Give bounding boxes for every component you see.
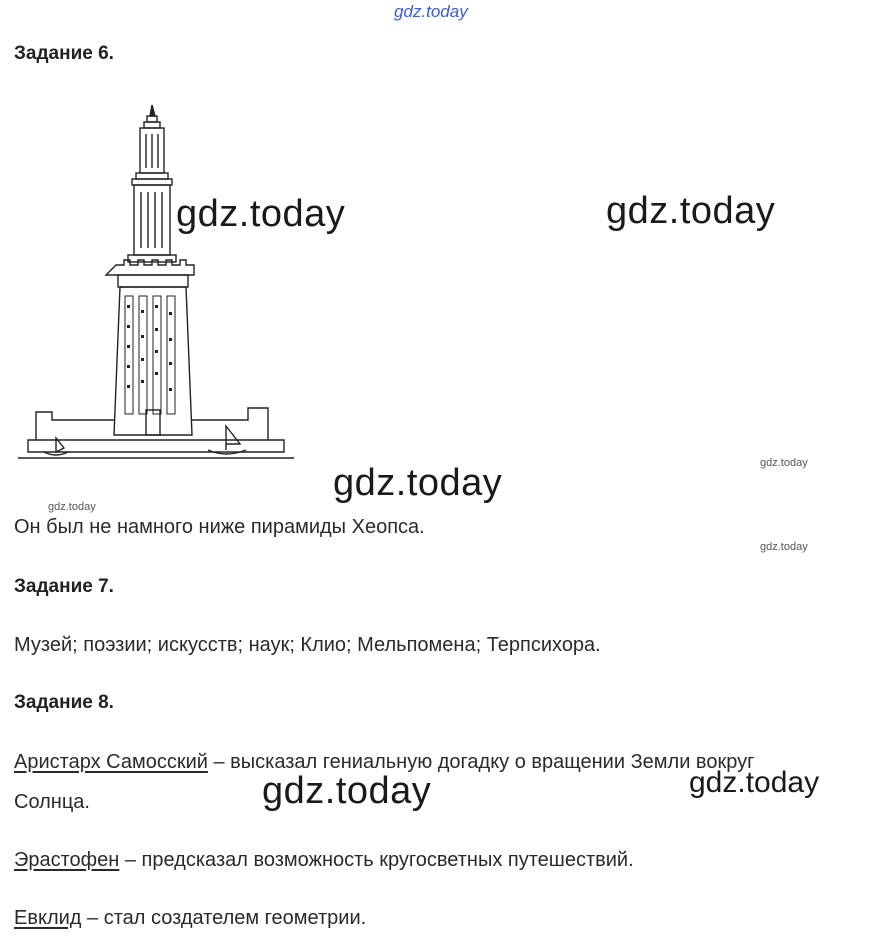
task-7-heading: Задание 7. [14,576,114,597]
watermark-mid: gdz.today [333,462,503,504]
item-1-desc: – высказал гениальную догадку о вращении Земли вокруг [207,751,755,773]
item-3-desc: – стал создателем геометрии. [81,907,367,929]
item-2-desc: – предсказал возможность кругосветных путешествий. [119,849,634,871]
watermark-image-2: gdz.today [606,190,776,232]
task-7-answer: Музей; поэзии; искусств; наук; Клио; Мельпомена; Терпсихора. [14,634,601,656]
item-2-name: Эрастофен [14,849,120,871]
task-6-answer: Он был не намного ниже пирамиды Хеопса. [14,516,425,538]
item-3-name: Евклид [14,907,82,929]
task-8-heading: Задание 8. [14,692,114,713]
task-6-heading: Задание 6. [14,43,114,64]
watermark-bottom-1: gdz.today [262,770,432,812]
item-1-name: Аристарх Самосский [14,751,208,773]
task-8-item-2 [14,849,634,872]
watermark-top: gdz.today [394,2,468,21]
lighthouse-illustration [14,100,296,460]
watermark-bottom-2: gdz.today [689,766,820,799]
watermark-small-1: gdz.today [760,457,808,469]
task-8-item-3 [14,907,366,930]
task-8-item-1-cont: Солнца. [14,791,90,813]
watermark-image-1: gdz.today [176,193,346,235]
watermark-small-3: gdz.today [760,541,808,553]
watermark-small-2: gdz.today [48,501,96,513]
